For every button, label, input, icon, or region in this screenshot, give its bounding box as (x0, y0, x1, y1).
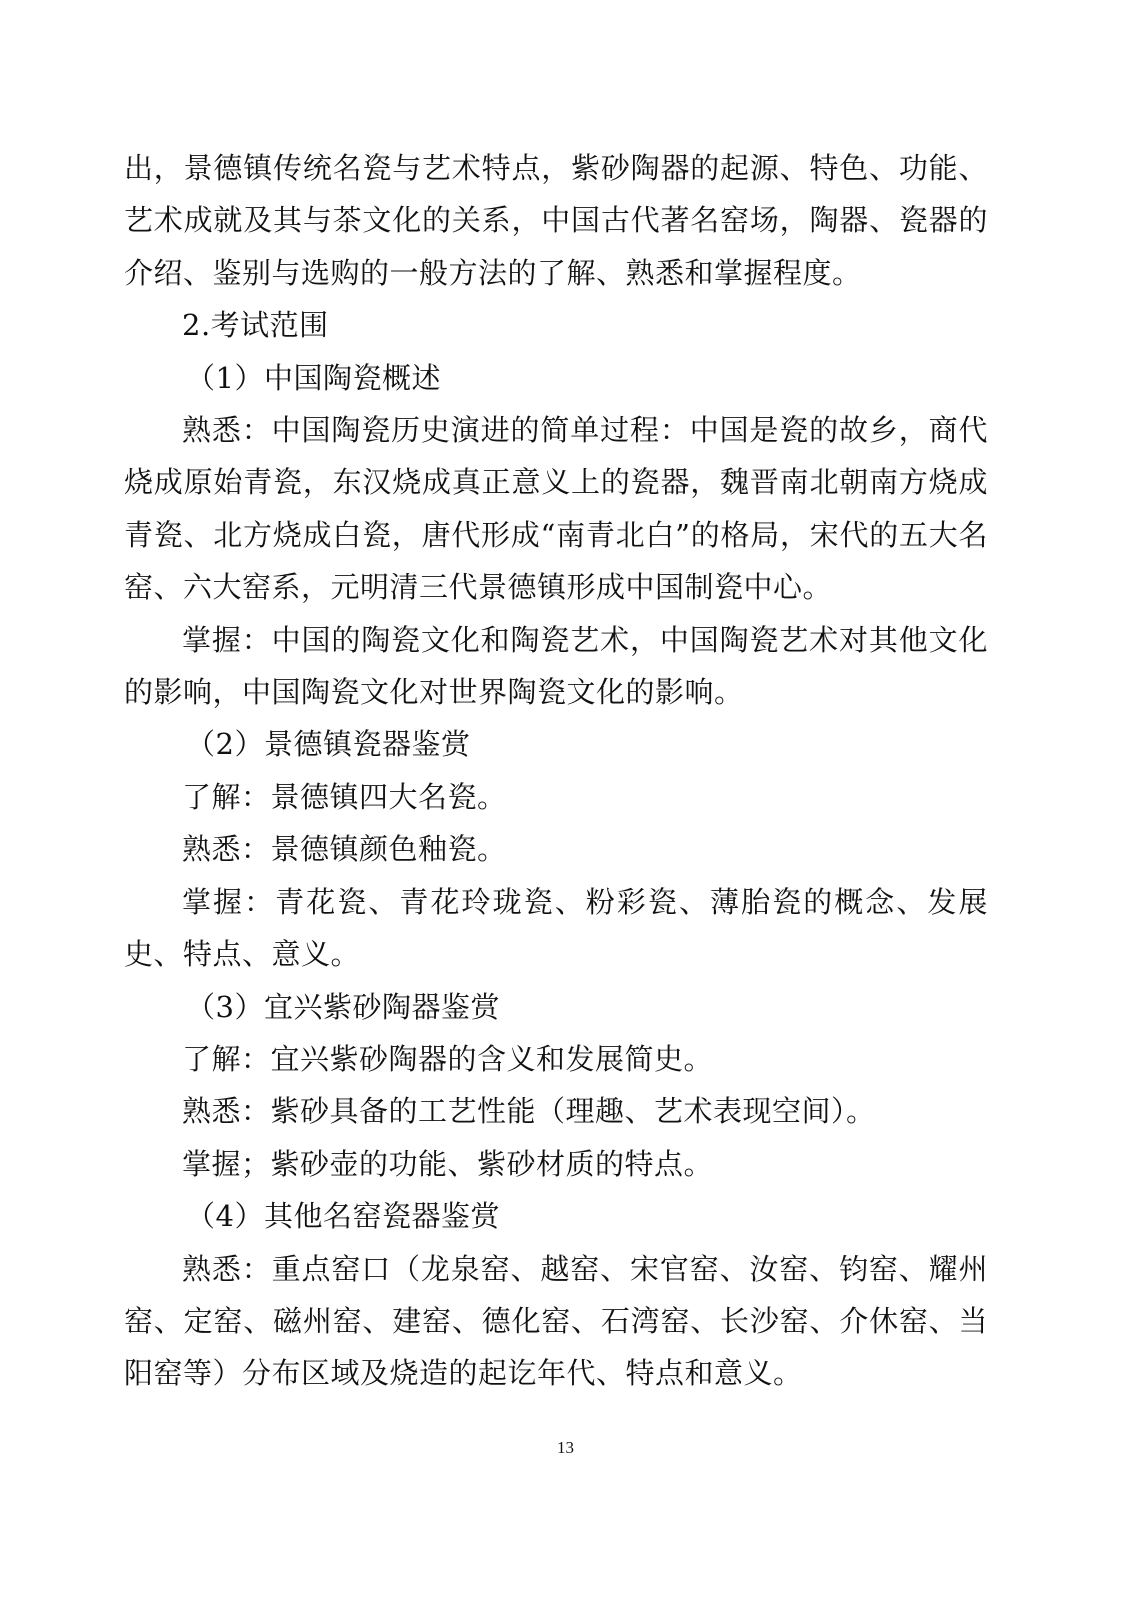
page-body (124, 142, 988, 1400)
page-number: 13 (557, 1438, 574, 1457)
paragraph-familiar-zisha: 熟悉：紫砂具备的工艺性能（理趣、艺术表现空间）。 (182, 1094, 876, 1129)
paragraph-understand-four-famous: 了解：景德镇四大名瓷。 (182, 779, 507, 814)
paragraph-master-culture: 掌握：中国的陶瓷文化和陶瓷艺术，中国陶瓷艺术对其他文化的影响，中国陶瓷文化对世界陶瓷文化的影响。 (124, 622, 988, 710)
subheading-other-kilns: （4）其他名窑瓷器鉴赏 (186, 1199, 500, 1234)
subheading-jingdezhen: （2）景德镇瓷器鉴赏 (186, 727, 471, 762)
paragraph-master-porcelain-types: 掌握：青花瓷、青花玲珑瓷、粉彩瓷、薄胎瓷的概念、发展史、特点、意义。 (124, 884, 988, 972)
paragraph-familiar-color-glaze: 熟悉：景德镇颜色釉瓷。 (182, 832, 507, 867)
subheading-yixing: （3）宜兴紫砂陶器鉴赏 (186, 989, 500, 1024)
subheading-ceramics-overview: （1）中国陶瓷概述 (186, 360, 441, 395)
section-heading-exam-scope: 2.考试范围 (182, 308, 329, 343)
paragraph-familiar-kilns: 熟悉：重点窑口（龙泉窑、越窑、宋官窑、汝窑、钧窑、耀州窑、定窑、磁州窑、建窑、德化窑、石湾窑、长沙窑、介休窑、当阳窑等）分布区域及烧造的起讫年代、特点和意义。 (124, 1251, 988, 1391)
paragraph-master-zisha: 掌握；紫砂壶的功能、紫砂材质的特点。 (182, 1146, 714, 1181)
paragraph-understand-yixing: 了解：宜兴紫砂陶器的含义和发展简史。 (182, 1041, 714, 1076)
paragraph-familiar-history: 熟悉：中国陶瓷历史演进的简单过程：中国是瓷的故乡，商代烧成原始青瓷，东汉烧成真正意义上的瓷器，魏晋南北朝南方烧成青瓷、北方烧成白瓷，唐代形成“南青北白”的格局，宋代的五大名窑、六大窑系，元明清三代景德镇形成中国制瓷中心。 (124, 413, 988, 605)
paragraph-continuation: 出，景德镇传统名瓷与艺术特点，紫砂陶器的起源、特色、功能、艺术成就及其与茶文化的关系，中国古代著名窑场，陶器、瓷器的介绍、鉴别与选购的一般方法的了解、熟悉和掌握程度。 (124, 151, 988, 290)
